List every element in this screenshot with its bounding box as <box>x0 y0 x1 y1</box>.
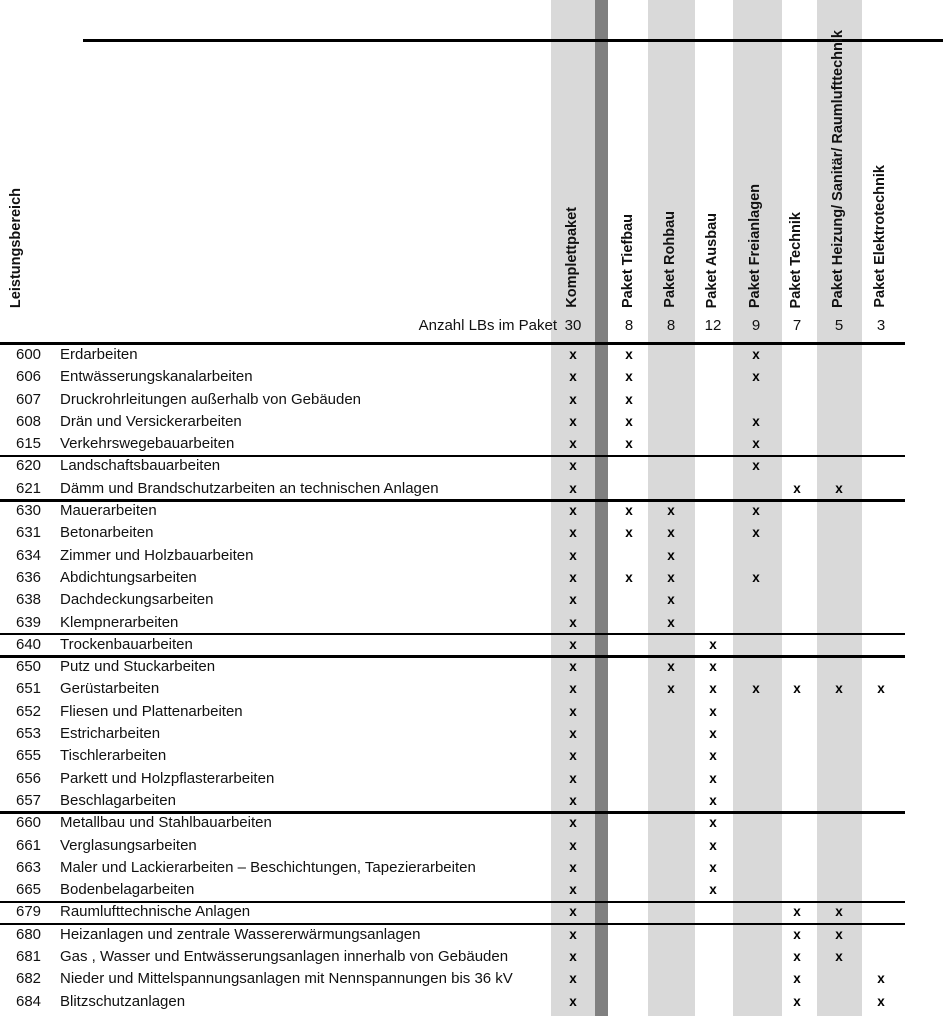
mark-komplett: x <box>569 369 577 385</box>
lb-number: 620 <box>16 457 42 475</box>
lb-number: 660 <box>16 814 42 832</box>
column-count-rohbau: 8 <box>666 317 676 334</box>
table-row[interactable] <box>0 567 943 589</box>
mark-elektro: x <box>877 681 885 697</box>
lb-name: Blitzschutzanlagen <box>60 992 186 1010</box>
mark-ausbau: x <box>709 792 717 808</box>
lb-name: Dämm und Brandschutzarbeiten an technischen Anlagen <box>60 479 439 497</box>
lb-number: 630 <box>16 502 42 520</box>
mark-komplett: x <box>569 592 577 608</box>
lb-number: 607 <box>16 390 42 408</box>
mark-freianlagen: x <box>752 413 760 429</box>
lb-name: Tischlerarbeiten <box>60 747 167 765</box>
lb-name: Nieder und Mittelspannungsanlagen mit Nennspannungen bis 36 kV <box>60 970 513 988</box>
mark-komplett: x <box>569 681 577 697</box>
lb-name: Betonarbeiten <box>60 524 154 542</box>
lb-name: Trockenbauarbeiten <box>60 635 193 653</box>
lb-name: Parkett und Holzpflasterarbeiten <box>60 769 275 787</box>
mark-ausbau: x <box>709 726 717 742</box>
table-row[interactable] <box>0 790 943 812</box>
mark-komplett: x <box>569 859 577 875</box>
lb-number: 650 <box>16 658 42 676</box>
table-row[interactable] <box>0 478 943 500</box>
mark-ausbau: x <box>709 636 717 652</box>
lb-number: 681 <box>16 948 42 966</box>
lb-name: Gerüstarbeiten <box>60 680 160 698</box>
mark-komplett: x <box>569 949 577 965</box>
mark-komplett: x <box>569 971 577 987</box>
column-count-hsr: 5 <box>834 317 844 334</box>
lb-name: Beschlagarbeiten <box>60 791 176 809</box>
mark-komplett: x <box>569 391 577 407</box>
mark-ausbau: x <box>709 681 717 697</box>
mark-tiefbau: x <box>625 525 633 541</box>
mark-komplett: x <box>569 904 577 920</box>
table-row[interactable] <box>0 500 943 522</box>
lb-number: 606 <box>16 368 42 386</box>
mark-freianlagen: x <box>752 569 760 585</box>
lb-number: 661 <box>16 836 42 854</box>
lb-name: Fliesen und Plattenarbeiten <box>60 702 243 720</box>
lb-name: Abdichtungsarbeiten <box>60 568 197 586</box>
lb-name: Klempnerarbeiten <box>60 613 179 631</box>
mark-freianlagen: x <box>752 436 760 452</box>
mark-komplett: x <box>569 837 577 853</box>
mark-ausbau: x <box>709 659 717 675</box>
lb-name: Maler und Lackierarbeiten – Beschichtungen, Tapezierarbeiten <box>60 858 476 876</box>
lb-number: 655 <box>16 747 42 765</box>
lb-number: 640 <box>16 635 42 653</box>
mark-komplett: x <box>569 480 577 496</box>
table-row[interactable] <box>0 589 943 611</box>
mark-komplett: x <box>569 770 577 786</box>
table-row[interactable] <box>0 701 943 723</box>
mark-freianlagen: x <box>752 525 760 541</box>
mark-tiefbau: x <box>625 413 633 429</box>
table-row[interactable] <box>0 812 943 834</box>
mark-komplett: x <box>569 547 577 563</box>
mark-komplett: x <box>569 659 577 675</box>
mark-tiefbau: x <box>625 391 633 407</box>
table-row[interactable] <box>0 411 943 433</box>
mark-komplett: x <box>569 882 577 898</box>
lb-number: 615 <box>16 435 42 453</box>
mark-ausbau: x <box>709 837 717 853</box>
table-row[interactable] <box>0 924 943 946</box>
mark-rohbau: x <box>667 569 675 585</box>
column-header-komplett: Komplettpaket <box>564 207 580 308</box>
lb-name: Mauerarbeiten <box>60 502 157 520</box>
mark-tiefbau: x <box>625 569 633 585</box>
row-header-label: Leistungsbereich <box>8 187 24 308</box>
table-row[interactable] <box>0 545 943 567</box>
column-count-tiefbau: 8 <box>624 317 634 334</box>
mark-komplett: x <box>569 347 577 362</box>
lb-name: Metallbau und Stahlbauarbeiten <box>60 814 272 832</box>
lb-name: Heizanlagen und zentrale Wassererwärmungsanlagen <box>60 925 421 943</box>
mark-ausbau: x <box>709 815 717 831</box>
mark-rohbau: x <box>667 614 675 630</box>
mark-komplett: x <box>569 413 577 429</box>
column-header-rohbau: Paket Rohbau <box>662 211 678 308</box>
column-count-technik: 7 <box>792 317 802 334</box>
mark-rohbau: x <box>667 659 675 675</box>
lb-name: Landschaftsbauarbeiten <box>60 457 221 475</box>
column-header-freianlagen: Paket Freianlagen <box>747 183 763 308</box>
mark-elektro: x <box>877 993 885 1009</box>
table-row[interactable] <box>0 857 943 879</box>
lb-name: Erdarbeiten <box>60 346 138 363</box>
lb-number: 656 <box>16 769 42 787</box>
count-row-label: Anzahl LBs im Paket <box>418 317 557 334</box>
mark-komplett: x <box>569 614 577 630</box>
table-row[interactable] <box>0 455 943 477</box>
mark-komplett: x <box>569 436 577 452</box>
lb-number: 621 <box>16 479 42 497</box>
lb-name: Raumlufttechnische Anlagen <box>60 903 251 921</box>
lb-number: 631 <box>16 524 42 542</box>
lb-name: Estricharbeiten <box>60 725 161 743</box>
mark-hsr: x <box>835 681 843 697</box>
column-count-elektro: 3 <box>876 317 886 334</box>
mark-technik: x <box>793 904 801 920</box>
mark-freianlagen: x <box>752 503 760 519</box>
mark-komplett: x <box>569 993 577 1009</box>
table-header <box>0 0 943 344</box>
table-row[interactable] <box>0 968 943 990</box>
column-header-elektro: Paket Elektrotechnik <box>872 165 888 308</box>
mark-komplett: x <box>569 703 577 719</box>
lb-number: 665 <box>16 881 42 899</box>
table-row[interactable] <box>0 344 943 366</box>
mark-hsr: x <box>835 949 843 965</box>
mark-freianlagen: x <box>752 458 760 474</box>
table-row[interactable] <box>0 634 943 656</box>
lb-number: 657 <box>16 791 42 809</box>
lb-name: Putz und Stuckarbeiten <box>60 658 216 676</box>
table-row[interactable] <box>0 745 943 767</box>
lb-number: 634 <box>16 546 42 564</box>
mark-rohbau: x <box>667 503 675 519</box>
table-row[interactable] <box>0 991 943 1013</box>
mark-komplett: x <box>569 569 577 585</box>
mark-komplett: x <box>569 815 577 831</box>
lb-number: 652 <box>16 702 42 720</box>
mark-rohbau: x <box>667 525 675 541</box>
mark-komplett: x <box>569 525 577 541</box>
mark-rohbau: x <box>667 681 675 697</box>
mark-technik: x <box>793 993 801 1009</box>
mark-technik: x <box>793 949 801 965</box>
table-row[interactable] <box>0 612 943 634</box>
table-row[interactable] <box>0 946 943 968</box>
lb-number: 638 <box>16 591 42 609</box>
mark-komplett: x <box>569 503 577 519</box>
lb-number: 608 <box>16 412 42 430</box>
lb-number: 663 <box>16 858 42 876</box>
mark-technik: x <box>793 681 801 697</box>
lb-number: 653 <box>16 725 42 743</box>
column-count-komplett: 30 <box>564 317 582 334</box>
mark-tiefbau: x <box>625 369 633 385</box>
mark-tiefbau: x <box>625 503 633 519</box>
lb-name: Dachdeckungsarbeiten <box>60 591 214 609</box>
lb-name: Bodenbelagarbeiten <box>60 881 195 899</box>
lb-name: Zimmer und Holzbauarbeiten <box>60 546 254 564</box>
table-row[interactable] <box>0 901 943 923</box>
mark-hsr: x <box>835 926 843 942</box>
table-body <box>0 344 943 1013</box>
table-row[interactable] <box>0 433 943 455</box>
mark-technik: x <box>793 971 801 987</box>
mark-komplett: x <box>569 458 577 474</box>
table-row[interactable] <box>0 835 943 857</box>
lb-number: 684 <box>16 992 42 1010</box>
mark-technik: x <box>793 926 801 942</box>
mark-komplett: x <box>569 726 577 742</box>
lb-name: Verkehrswegebauarbeiten <box>60 435 235 453</box>
mark-elektro: x <box>877 971 885 987</box>
mark-tiefbau: x <box>625 436 633 452</box>
mark-freianlagen: x <box>752 369 760 385</box>
mark-ausbau: x <box>709 882 717 898</box>
column-count-freianlagen: 9 <box>751 317 761 334</box>
mark-rohbau: x <box>667 592 675 608</box>
mark-komplett: x <box>569 636 577 652</box>
mark-technik: x <box>793 480 801 496</box>
table-row[interactable] <box>0 656 943 678</box>
column-header-technik: Paket Technik <box>788 211 804 308</box>
lb-number: 600 <box>16 346 42 363</box>
table-row[interactable] <box>0 522 943 544</box>
lb-number: 636 <box>16 568 42 586</box>
table-row[interactable] <box>0 879 943 901</box>
column-header-hsr: Paket Heizung/ Sanitär/ Raumlufttechnik <box>830 30 846 308</box>
mark-komplett: x <box>569 926 577 942</box>
mark-ausbau: x <box>709 703 717 719</box>
table-row[interactable] <box>0 389 943 411</box>
mark-hsr: x <box>835 904 843 920</box>
mark-hsr: x <box>835 480 843 496</box>
table-row[interactable] <box>0 678 943 700</box>
lb-name: Drän und Versickerarbeiten <box>60 412 242 430</box>
mark-tiefbau: x <box>625 347 633 362</box>
mark-ausbau: x <box>709 748 717 764</box>
table-row[interactable] <box>0 768 943 790</box>
mark-komplett: x <box>569 792 577 808</box>
mark-rohbau: x <box>667 547 675 563</box>
lb-name: Entwässerungskanalarbeiten <box>60 368 253 386</box>
lb-name: Druckrohrleitungen außerhalb von Gebäuden <box>60 390 362 408</box>
column-count-ausbau: 12 <box>704 317 722 334</box>
table-row[interactable] <box>0 366 943 388</box>
mark-ausbau: x <box>709 859 717 875</box>
mark-ausbau: x <box>709 770 717 786</box>
mark-komplett: x <box>569 748 577 764</box>
mark-freianlagen: x <box>752 347 760 362</box>
lb-number: 639 <box>16 613 42 631</box>
lb-number: 679 <box>16 903 42 921</box>
lb-number: 680 <box>16 925 42 943</box>
column-header-ausbau: Paket Ausbau <box>704 212 720 308</box>
mark-freianlagen: x <box>752 681 760 697</box>
lb-number: 651 <box>16 680 42 698</box>
column-header-tiefbau: Paket Tiefbau <box>620 213 636 308</box>
lb-name: Gas , Wasser und Entwässerungsanlagen innerhalb von Gebäuden <box>60 948 509 966</box>
lb-name: Verglasungsarbeiten <box>60 836 197 854</box>
lb-number: 682 <box>16 970 42 988</box>
table-row[interactable] <box>0 723 943 745</box>
